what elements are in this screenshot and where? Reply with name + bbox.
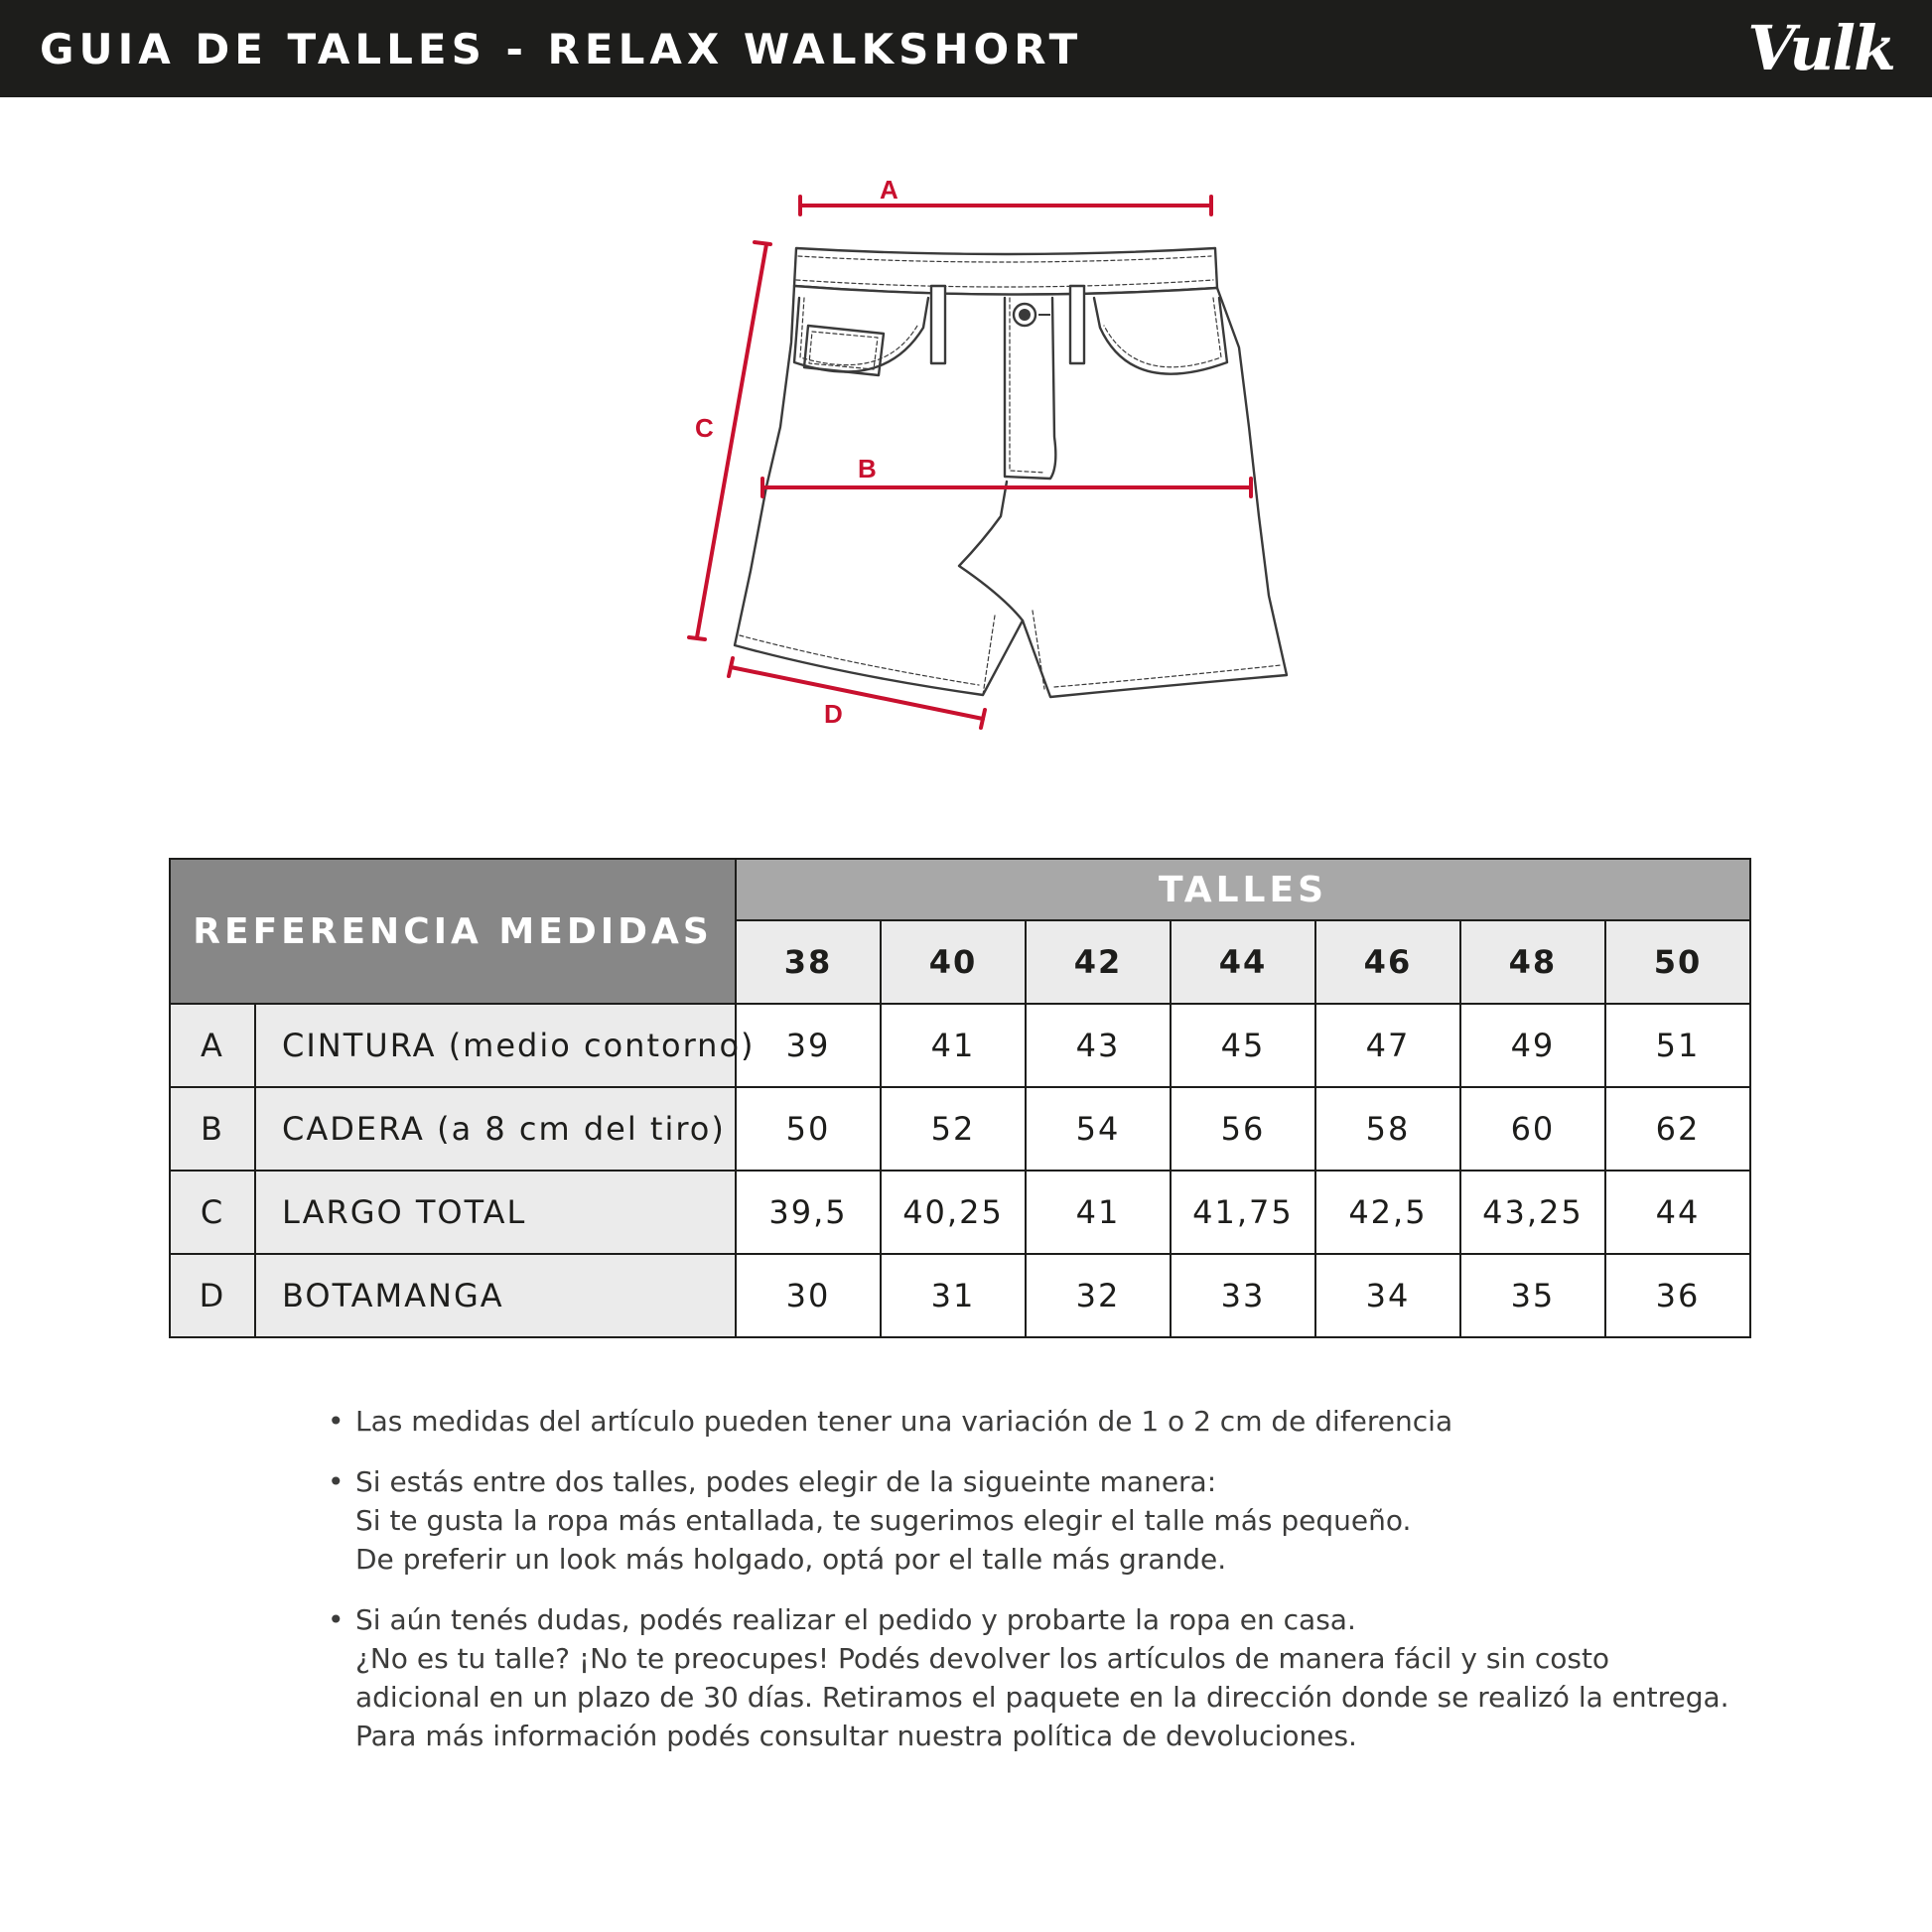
measure-label-c: C (695, 413, 714, 443)
shorts-illustration (735, 248, 1287, 697)
value-cell: 56 (1171, 1087, 1315, 1171)
value-cell: 58 (1315, 1087, 1460, 1171)
note-line: Las medidas del artículo pueden tener una variación de 1 o 2 cm de diferencia (355, 1405, 1453, 1438)
row-label: CADERA (a 8 cm del tiro) (255, 1087, 736, 1171)
value-cell: 42,5 (1315, 1171, 1460, 1254)
value-cell: 35 (1460, 1254, 1605, 1337)
note-line: Para más información podés consultar nuestra política de devoluciones. (355, 1720, 1357, 1752)
row-code: C (170, 1171, 255, 1254)
value-cell: 45 (1171, 1004, 1315, 1087)
value-cell: 36 (1605, 1254, 1750, 1337)
value-cell: 43 (1026, 1004, 1171, 1087)
value-cell: 41 (881, 1004, 1026, 1087)
notes-list (328, 1402, 1767, 1777)
table-row (170, 1087, 1750, 1171)
row-code: B (170, 1087, 255, 1171)
note-item (328, 1402, 1767, 1441)
value-cell: 31 (881, 1254, 1026, 1337)
size-header-cell: 38 (736, 920, 881, 1004)
page-title: GUIA DE TALLES - RELAX WALKSHORT (40, 25, 1083, 73)
measure-label-d: D (824, 699, 843, 729)
note-item (328, 1600, 1767, 1755)
value-cell: 49 (1460, 1004, 1605, 1087)
bullet-icon: • (328, 1603, 345, 1636)
value-cell: 52 (881, 1087, 1026, 1171)
reference-header: REFERENCIA MEDIDAS (170, 859, 736, 1004)
measure-label-a: A (880, 175, 898, 205)
value-cell: 47 (1315, 1004, 1460, 1087)
waist-button (1014, 304, 1035, 326)
value-cell: 33 (1171, 1254, 1315, 1337)
note-line: adicional en un plazo de 30 días. Retiramos el paquete en la dirección donde se realizó la entrega. (355, 1681, 1729, 1714)
note-line: De preferir un look más holgado, optá por el talle más grande. (355, 1543, 1227, 1576)
note-line: Si estás entre dos talles, podes elegir de la sigueinte manera: (355, 1465, 1217, 1498)
brand-logo: Vulk (1747, 12, 1894, 84)
value-cell: 44 (1605, 1171, 1750, 1254)
note-item (328, 1462, 1767, 1579)
row-label: CINTURA (medio contorno) (255, 1004, 736, 1087)
size-header-cell: 50 (1605, 920, 1750, 1004)
shorts-diagram (0, 0, 1932, 774)
value-cell: 40,25 (881, 1171, 1026, 1254)
note-line: Si te gusta la ropa más entallada, te sugerimos elegir el talle más pequeño. (355, 1504, 1412, 1537)
size-header-cell: 48 (1460, 920, 1605, 1004)
value-cell: 39 (736, 1004, 881, 1087)
row-code: D (170, 1254, 255, 1337)
size-table (169, 858, 1751, 1338)
value-cell: 32 (1026, 1254, 1171, 1337)
value-cell: 51 (1605, 1004, 1750, 1087)
table-row (170, 1254, 1750, 1337)
size-header-cell: 46 (1315, 920, 1460, 1004)
measure-line-a (800, 197, 1211, 214)
value-cell: 62 (1605, 1087, 1750, 1171)
row-label: LARGO TOTAL (255, 1171, 736, 1254)
value-cell: 30 (736, 1254, 881, 1337)
size-header-cell: 42 (1026, 920, 1171, 1004)
value-cell: 54 (1026, 1087, 1171, 1171)
size-header-cell: 40 (881, 920, 1026, 1004)
value-cell: 41 (1026, 1171, 1171, 1254)
value-cell: 39,5 (736, 1171, 881, 1254)
row-label: BOTAMANGA (255, 1254, 736, 1337)
measure-label-b: B (858, 454, 877, 483)
table-row (170, 1171, 1750, 1254)
bullet-icon: • (328, 1405, 345, 1438)
value-cell: 50 (736, 1087, 881, 1171)
note-line: Si aún tenés dudas, podés realizar el pedido y probarte la ropa en casa. (355, 1603, 1356, 1636)
table-row (170, 1004, 1750, 1087)
sizes-header: TALLES (736, 859, 1750, 920)
value-cell: 34 (1315, 1254, 1460, 1337)
row-code: A (170, 1004, 255, 1087)
value-cell: 41,75 (1171, 1171, 1315, 1254)
bullet-icon: • (328, 1465, 345, 1498)
note-line: ¿No es tu talle? ¡No te preocupes! Podés devolver los artículos de manera fácil y sin costo (355, 1642, 1610, 1675)
value-cell: 60 (1460, 1087, 1605, 1171)
value-cell: 43,25 (1460, 1171, 1605, 1254)
size-header-cell: 44 (1171, 920, 1315, 1004)
